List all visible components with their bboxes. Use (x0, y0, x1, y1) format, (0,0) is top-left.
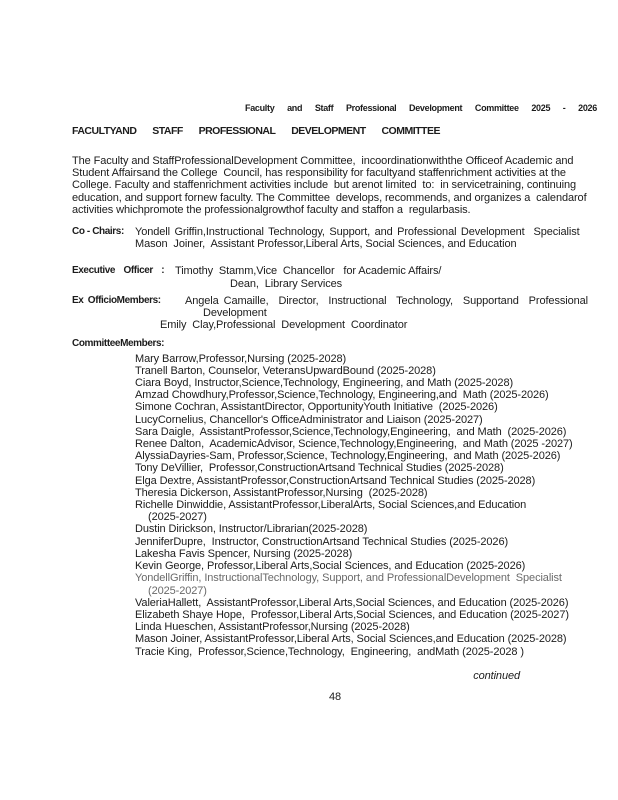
header-word: 2025 (531, 103, 551, 113)
page-number: 48 (328, 690, 342, 703)
co-chair-entry: Yondell Griffin,Instructional Technology, Support, and Professional Development Specialist (135, 226, 580, 239)
member-entry-text: Ciara Boyd, Instructor,Science,Technology, Engineering, and Math (2025-2028) (135, 377, 514, 390)
member-entry-text: Sara Daigle, AssistantProfessor,Science,Technology,Engineering, and Math (2025-2026) (135, 425, 567, 438)
co-chairs-content (135, 226, 580, 250)
member-entry-text: YondellGriffin, InstructionalTechnology, Support, and ProfessionalDevelopment Specialist (135, 572, 562, 585)
executive-officer-content (175, 265, 441, 289)
member-entry-term: (2025-2027) (148, 584, 207, 597)
header-word: DEVELOPMENT (291, 125, 366, 137)
ex-officio-content (160, 295, 588, 332)
member-entry (135, 462, 598, 474)
member-entry-text: LucyCornelius, Chancellor's OfficeAdministrator and Liaison (2025-2027) (135, 413, 483, 426)
member-entry-text: Lakesha Favis Spencer, Nursing (2025-2028) (135, 547, 353, 560)
intro-paragraph (72, 155, 598, 216)
co-chair-entry: Mason Joiner, Assistant Professor,Liberal Arts, Social Sciences, and Education (135, 238, 517, 251)
member-entry (135, 646, 598, 658)
paragraph-line: activities whichpromote the professionalgrowthof faculty and staffon a regularbasis. (72, 203, 471, 216)
member-entry-text: Elizabeth Shaye Hope, Professor,Liberal Arts,Social Sciences, and Education (2025-2027) (135, 608, 569, 621)
member-entry (135, 523, 598, 535)
ex-officio-entry: Emily Clay,Professional Development Coordinator (160, 319, 408, 332)
member-entry (135, 426, 598, 438)
member-entry (135, 609, 598, 621)
executive-officer-entry: Timothy Stamm,Vice Chancellor for Academic Affairs/ (175, 265, 442, 278)
ex-officio-entry-wrap: Development (203, 307, 267, 320)
member-entry (135, 401, 598, 413)
member-entry (135, 548, 598, 560)
ex-officio-section (72, 295, 598, 332)
member-entry-text: Dustin Dirickson, Instructor/Librarian(2025-2028) (135, 523, 368, 536)
member-entry-text: ValeriaHallett, AssistantProfessor,Liberal Arts,Social Sciences, and Education (2025-2026) (135, 596, 569, 609)
member-entry (135, 560, 598, 572)
header-word: COMMITTEE (381, 125, 440, 137)
member-entry (135, 389, 598, 401)
member-entry (135, 353, 598, 365)
header-word: STAFF (152, 125, 183, 137)
paragraph-line: College. Faculty and staffenrichment activities include but arenot limited to: in servicetraining, continuing (72, 179, 577, 192)
member-entry-text: Theresia Dickerson, AssistantProfessor,Nursing (2025-2028) (135, 486, 428, 499)
member-entry-text: Mason Joiner, AssistantProfessor,Liberal Arts, Social Sciences,and Education (2025-2028) (135, 633, 567, 646)
member-entry (135, 377, 598, 389)
paragraph-line: Student Affairsand the College Council, has responsibility for facultyand staffenrichment activities at the (72, 167, 566, 180)
ex-officio-label: Ex OfficioMembers: (72, 294, 161, 306)
member-entry (135, 621, 598, 633)
ex-officio-entry: Angela Camaille, Director, Instructional Technology, Supportand Professional (185, 294, 588, 307)
header-word: Committee (474, 103, 519, 113)
section-heading (72, 126, 440, 137)
member-entry-text: Renee Dalton, AcademicAdvisor, Science,Technology,Engineering, and Math (2025 -2027) (135, 438, 573, 451)
header-word: Development (409, 103, 463, 113)
member-entry (135, 475, 598, 487)
member-entry (135, 414, 598, 426)
member-entry-term: (2025-2027) (148, 511, 207, 524)
member-entry-text: Tony DeVillier, Professor,ConstructionArtsand Technical Studies (2025-2028) (135, 462, 504, 475)
header-word: Professional (345, 103, 397, 113)
member-entry-text: Mary Barrow,Professor,Nursing (2025-2028) (135, 352, 347, 365)
running-header (245, 103, 597, 114)
committee-members-list (135, 353, 598, 658)
member-entry-text: Richelle Dinwiddie, AssistantProfessor,LiberalArts, Social Sciences,and Education (135, 499, 527, 512)
member-entry-text: Amzad Chowdhury,Professor,Science,Technology, Engineering,and Math (2025-2026) (135, 389, 549, 402)
member-entry-text: AlyssiaDayries-Sam, Professor,Science, Technology,Engineering, and Math (2025-2026) (135, 450, 561, 463)
member-entry-text: Simone Cochran, AssistantDirector, OpportunityYouth Initiative (2025-2026) (135, 401, 498, 414)
header-word: Staff (314, 103, 334, 113)
paragraph-line: education, and support fornew faculty. The Committee develops, recommends, and organizes a calendarof (72, 191, 587, 204)
co-chairs-section (72, 226, 598, 250)
header-word: PROFESSIONAL (198, 125, 276, 137)
member-entry-text: Tranell Barton, Counselor, VeteransUpwardBound (2025-2028) (135, 364, 436, 377)
header-word: and (287, 103, 303, 113)
member-entry (135, 450, 598, 462)
member-entry-text: Elga Dextre, AssistantProfessor,ConstructionArtsand Technical Studies (2025-2028) (135, 474, 536, 487)
member-entry-text: Tracie King, Professor,Science,Technology, Engineering, andMath (2025-2028 ) (135, 645, 524, 658)
paragraph-line: The Faculty and StaffProfessionalDevelopment Committee, incoordinationwiththe Officeof Academic and (72, 155, 574, 167)
member-entry (135, 499, 598, 523)
executive-officer-label: Executive Officer : (72, 265, 165, 277)
member-entry-text: Kevin George, Professor,Liberal Arts,Social Sciences, and Education (2025-2026) (135, 560, 526, 573)
header-word: 2026 (578, 103, 597, 113)
executive-officer-section (72, 265, 598, 289)
header-word: FACULTYAND (72, 125, 137, 137)
executive-officer-entry-wrap: Dean, Library Services (230, 277, 343, 290)
header-word: Faculty (245, 103, 275, 113)
member-entry (135, 572, 598, 596)
header-word: - (562, 103, 566, 113)
member-entry (135, 365, 598, 377)
member-entry (135, 438, 598, 450)
co-chairs-label: Co - Chairs: (72, 226, 124, 238)
member-entry-text: JenniferDupre, Instructor, ConstructionArtsand Technical Studies (2025-2026) (135, 535, 509, 548)
member-entry-text: Linda Hueschen, AssistantProfessor,Nursing (2025-2028) (135, 621, 410, 634)
member-entry (135, 633, 598, 645)
continued-label: continued (473, 669, 520, 682)
committee-members-label: CommitteeMembers: (72, 338, 165, 350)
member-entry (135, 597, 598, 609)
member-entry (135, 536, 598, 548)
member-entry (135, 487, 598, 499)
